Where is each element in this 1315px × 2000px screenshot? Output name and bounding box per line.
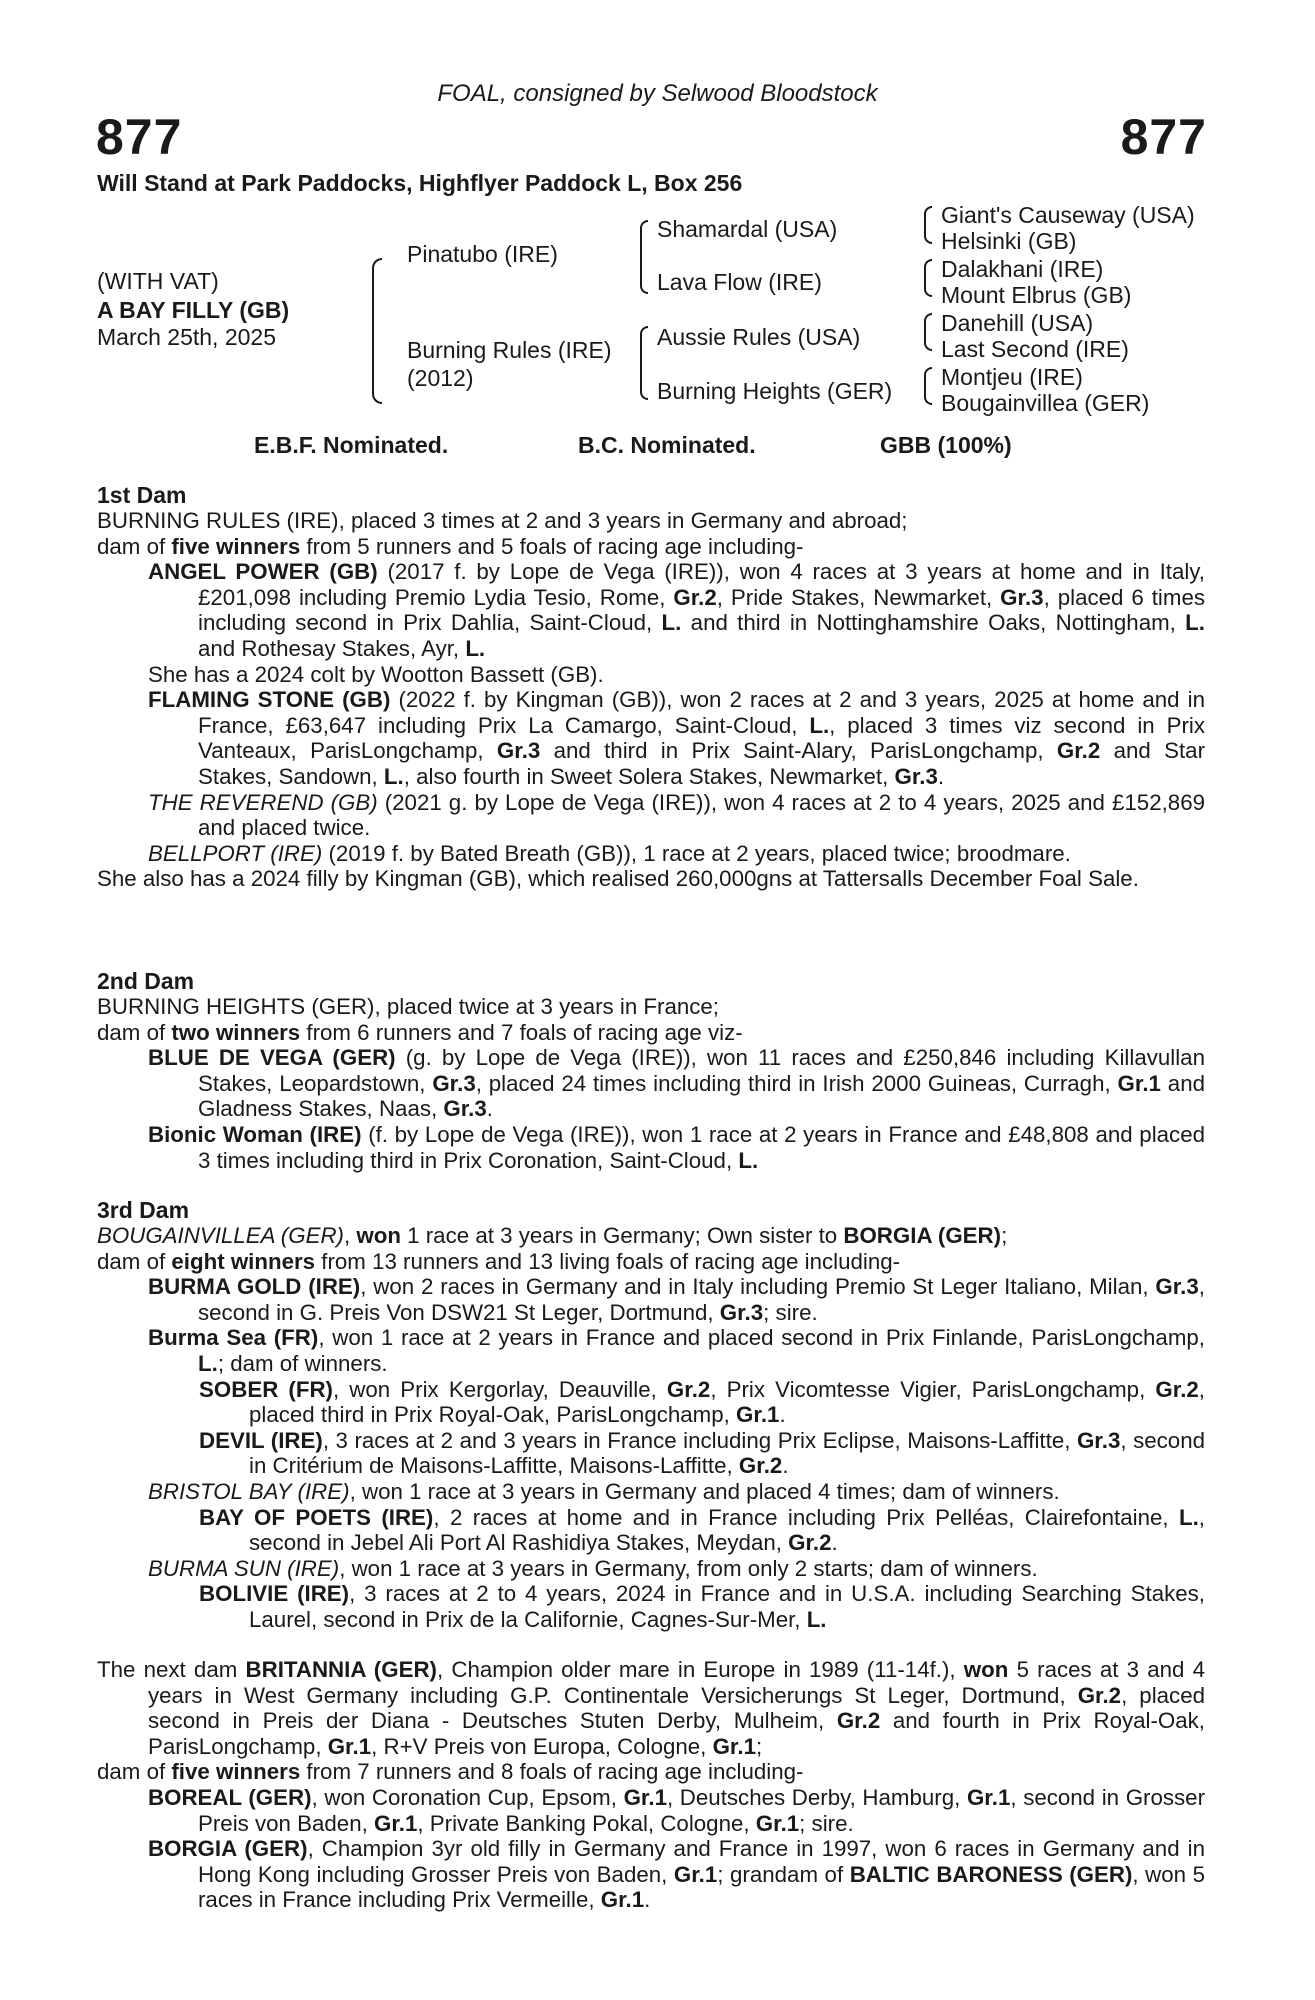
entry-burma-sun: BURMA SUN (IRE), won 1 race at 3 years in Germany, from only 2 starts; dam of winners. [148, 1555, 1038, 1581]
second-dam-heading: 2nd Dam [97, 968, 195, 994]
foaling-date: March 25th, 2025 [97, 324, 277, 350]
grandsire-7: Montjeu (IRE) [941, 364, 1083, 390]
third-dam-heading: 3rd Dam [97, 1197, 190, 1223]
sire-sire-name: Shamardal (USA) [657, 216, 838, 242]
lot-number-right: 877 [1120, 109, 1207, 165]
entry-bionic-woman: Bionic Woman (IRE) (f. by Lope de Vega (IRE)), won 1 race at 2 years in France and £48,808 and placed 3 times including third in Prix Coronation, Saint-Cloud, L. [148, 1121, 1205, 1173]
dam-name: Burning Rules (IRE) [407, 337, 612, 363]
note-2024-filly: She also has a 2024 filly by Kingman (GB), which realised 260,000gns at Tattersalls December Foal Sale. [97, 866, 1139, 892]
third-dam-record: BOUGAINVILLEA (GER), won 1 race at 3 years in Germany; Own sister to BORGIA (GER); [97, 1223, 1008, 1248]
sire-dam-name: Lava Flow (IRE) [657, 269, 822, 295]
first-dam-section [97, 482, 1205, 892]
entry-flaming-stone: FLAMING STONE (GB) (2022 f. by Kingman (GB)), won 2 races at 2 and 3 years, 2025 at home and in France, £63,647 including Prix La Camargo, Saint-Cloud, L., placed 3 times viz second in Prix Vanteaux, ParisLongchamp, Gr.3 and third in Prix Saint-Alary, ParisLongchamp, Gr.2 and Star Stakes, Sandown, L., also fourth in Sweet Solera Stakes, Newmarket, Gr.3. [148, 687, 1205, 789]
entry-burma-gold: BURMA GOLD (IRE), won 2 races in Germany and in Italy including Premio St Leger Italiano, Milan, Gr.3, second in G. Preis Von DSW21 St Leger, Dortmund, Gr.3; sire. [148, 1274, 1205, 1325]
first-dam-heading: 1st Dam [97, 482, 187, 508]
pedigree-brace-g78 [924, 367, 932, 405]
pedigree-brace-sire [640, 220, 648, 294]
vat-note: (WITH VAT) [97, 268, 219, 294]
grandsire-5: Danehill (USA) [941, 310, 1094, 336]
entry-boreal: BOREAL (GER), won Coronation Cup, Epsom, Gr.1, Deutsches Derby, Hamburg, Gr.1, second in Grosser Preis von Baden, Gr.1, Private Banking Pokal, Cologne, Gr.1; sire. [148, 1784, 1205, 1836]
entry-sober: SOBER (FR), won Prix Kergorlay, Deauville, Gr.2, Prix Vicomtesse Vigier, ParisLongchamp, Gr.2, placed third in Prix Royal-Oak, ParisLongchamp, Gr.1. [199, 1376, 1205, 1428]
next-dam-produce-summary: dam of five winners from 7 runners and 8 foals of racing age including- [97, 1759, 804, 1785]
stand-location: Will Stand at Park Paddocks, Highflyer Paddock L, Box 256 [97, 170, 743, 196]
third-dam-section [97, 1197, 1205, 1633]
entry-bristol-bay: BRISTOL BAY (IRE), won 1 race at 3 years in Germany and placed 4 times; dam of winners. [148, 1478, 1060, 1504]
grandsire-4: Mount Elbrus (GB) [941, 282, 1132, 308]
second-dam-section [97, 968, 1205, 1173]
pedigree-brace-g56 [924, 313, 932, 351]
ebf-nominated: E.B.F. Nominated. [254, 432, 449, 458]
second-dam-produce-summary: dam of two winners from 6 runners and 7 foals of racing age viz- [97, 1019, 743, 1045]
grandsire-1: Giant's Causeway (USA) [941, 202, 1195, 228]
grandsire-6: Last Second (IRE) [941, 336, 1129, 362]
lot-number-left: 877 [96, 109, 183, 165]
pedigree-brace-main [372, 258, 382, 404]
third-dam-produce-summary: dam of eight winners from 13 runners and 13 living foals of racing age including- [97, 1248, 901, 1274]
sire-name: Pinatubo (IRE) [407, 241, 558, 267]
entry-burma-sea: Burma Sea (FR), won 1 race at 2 years in France and placed second in Prix Finlande, ParisLongchamp, L.; dam of winners. [148, 1325, 1205, 1376]
lot-name: A BAY FILLY (GB) [97, 297, 290, 323]
grandsire-8: Bougainvillea (GER) [941, 390, 1150, 416]
next-dam-section [97, 1657, 1205, 1913]
grandsire-2: Helsinki (GB) [941, 228, 1077, 254]
grandsire-3: Dalakhani (IRE) [941, 256, 1104, 282]
pedigree-brace-g34 [924, 259, 932, 297]
entry-blue-de-vega: BLUE DE VEGA (GER) (g. by Lope de Vega (IRE)), won 11 races and £250,846 including Killavullan Stakes, Leopardstown, Gr.3, placed 24 times including third in Irish 2000 Guineas, Curragh, Gr.1 and Gladness Stakes, Naas, Gr.3. [148, 1045, 1205, 1122]
dam-year: (2012) [407, 365, 474, 391]
first-dam-produce-summary: dam of five winners from 5 runners and 5 foals of racing age including- [97, 533, 804, 559]
first-dam-record: BURNING RULES (IRE), placed 3 times at 2 and 3 years in Germany and abroad; [97, 508, 908, 533]
entry-bay-of-poets: BAY OF POETS (IRE), 2 races at home and in France including Prix Pelléas, Clairefontaine, L., second in Jebel Ali Port Al Rashidiya Stakes, Meydan, Gr.2. [199, 1504, 1205, 1556]
consignment-line: FOAL, consigned by Selwood Bloodstock [437, 80, 878, 107]
entry-devil: DEVIL (IRE), 3 races at 2 and 3 years in France including Prix Eclipse, Maisons-Laffitte, Gr.3, second in Critérium de Maisons-Laffitte, Maisons-Laffitte, Gr.2. [199, 1427, 1205, 1479]
pedigree-brace-g12 [924, 206, 932, 244]
entry-the-reverend: THE REVEREND (GB) (2021 g. by Lope de Vega (IRE)), won 4 races at 2 to 4 years, 2025 and £152,869 and placed twice. [148, 789, 1205, 841]
bc-nominated: B.C. Nominated. [578, 432, 756, 458]
entry-bellport: BELLPORT (IRE) (2019 f. by Bated Breath (GB)), 1 race at 2 years, placed twice; broodmare. [148, 840, 1071, 866]
entry-borgia: BORGIA (GER), Champion 3yr old filly in Germany and France in 1997, won 6 races in Germany and in Hong Kong including Grosser Preis von Baden, Gr.1; grandam of BALTIC BARONESS (GER), won 5 races in France including Prix Vermeille, Gr.1. [148, 1836, 1205, 1913]
entry-bolivie: BOLIVIE (IRE), 3 races at 2 to 4 years, 2024 in France and in U.S.A. including Searching Stakes, Laurel, second in Prix de la Californie, Cagnes-Sur-Mer, L. [199, 1581, 1205, 1632]
next-dam-record: The next dam BRITANNIA (GER), Champion older mare in Europe in 1989 (11-14f.), won 5 races at 3 and 4 years in West Germany including G.P. Continentale Versicherungs St Leger, Dortmund, Gr.2, placed second in Preis der Diana - Deutsches Stuten Derby, Mulheim, Gr.2 and fourth in Prix Royal-Oak, ParisLongchamp, Gr.1, R+V Preis von Europa, Cologne, Gr.1; [97, 1657, 1206, 1759]
note-2024-colt: She has a 2024 colt by Wootton Bassett (GB). [148, 661, 604, 687]
entry-angel-power: ANGEL POWER (GB) (2017 f. by Lope de Vega (IRE)), won 4 races at 3 years at home and in Italy, £201,098 including Premio Lydia Tesio, Rome, Gr.2, Pride Stakes, Newmarket, Gr.3, placed 6 times including second in Prix Dahlia, Saint-Cloud, L. and third in Nottinghamshire Oaks, Nottingham, L. and Rothesay Stakes, Ayr, L. [148, 559, 1206, 661]
dam-sire-name: Aussie Rules (USA) [657, 324, 861, 350]
second-dam-record: BURNING HEIGHTS (GER), placed twice at 3 years in France; [97, 994, 720, 1019]
pedigree-brace-dam [640, 326, 648, 400]
gbb-percent: GBB (100%) [880, 432, 1012, 458]
dam-dam-name: Burning Heights (GER) [657, 378, 893, 404]
